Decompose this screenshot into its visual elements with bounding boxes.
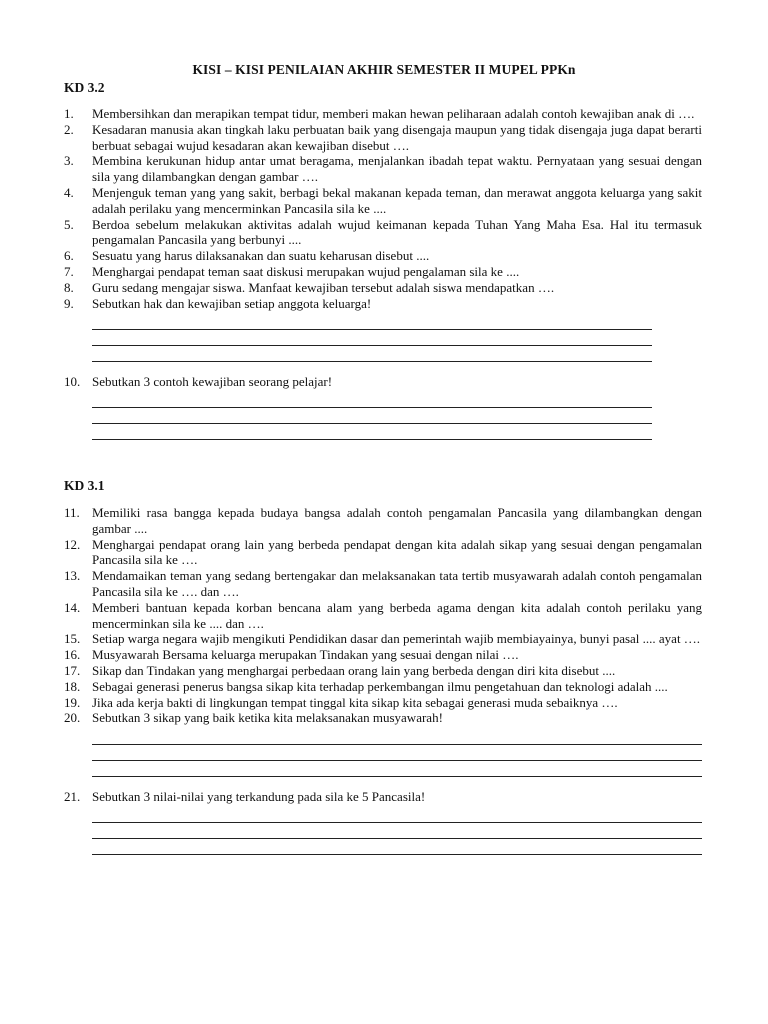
question-item: [64, 663, 702, 679]
answer-line: [92, 745, 702, 761]
question-text: Membina kerukunan hidup antar umat beragama, menjalankan ibadah tepat waktu. Pernyataan yang sesuai dengan sila yang dilambangkan dengan gambar ….: [92, 153, 702, 185]
question-text: Jika ada kerja bakti di lingkungan tempat tinggal kita sikap kita sebagai generasi muda sebaiknya ….: [92, 694, 618, 710]
question-item: [64, 106, 702, 122]
question-number: 19.: [64, 694, 81, 710]
page-title: KISI – KISI PENILAIAN AKHIR SEMESTER II MUPEL PPKn: [192, 62, 576, 77]
question-item: [64, 248, 702, 264]
question-text: Memiliki rasa bangga kepada budaya bangsa adalah contoh pengamalan Pancasila yang dilambangkan dengan gambar ....: [92, 505, 702, 536]
question-number: 1.: [64, 106, 74, 121]
question-item: [64, 537, 702, 569]
question-list-kd-3-1: [64, 505, 702, 855]
answer-line: [92, 823, 702, 839]
answer-lines: [64, 314, 702, 361]
question-item: [64, 710, 702, 726]
question-number: 11.: [64, 505, 80, 520]
question-number: 20.: [64, 710, 81, 726]
question-text: Sebutkan 3 nilai-nilai yang terkandung pada sila ke 5 Pancasila!: [92, 788, 426, 804]
question-number: 3.: [64, 153, 74, 169]
question-number: 7.: [64, 263, 74, 279]
question-number: 4.: [64, 184, 74, 200]
question-number: 12.: [64, 536, 81, 552]
answer-lines: [64, 393, 702, 440]
question-number: 17.: [64, 662, 81, 678]
question-text: Guru sedang mengajar siswa. Manfaat kewajiban tersebut adalah siswa mendapatkan ….: [92, 279, 555, 295]
question-item: [64, 296, 702, 312]
question-text: Musyawarah Bersama keluarga merupakan Tindakan yang sesuai dengan nilai ….: [92, 647, 519, 663]
question-text: Sesuatu yang harus dilaksanakan dan suatu keharusan disebut ....: [92, 248, 430, 264]
question-text: Sebutkan 3 sikap yang baik ketika kita melaksanakan musyawarah!: [92, 710, 443, 726]
question-item: [64, 631, 702, 647]
question-item: [64, 374, 702, 390]
question-item: [64, 153, 702, 185]
question-text: Setiap warga negara wajib mengikuti Pendidikan dasar dan pemerintah wajib membiayainya, bunyi pasal .... ayat ….: [92, 631, 701, 647]
question-item: [64, 568, 702, 600]
answer-lines: [64, 729, 702, 776]
question-item: [64, 217, 702, 249]
question-text: Sebagai generasi penerus bangsa sikap kita terhadap perkembangan ilmu pengetahuan dan teknologi adalah ....: [92, 678, 668, 694]
question-number: 21.: [64, 788, 81, 804]
question-number: 9.: [64, 295, 74, 311]
question-item: [64, 600, 702, 632]
question-text: Memberi bantuan kepada korban bencana alam yang berbeda agama dengan kita adalah contoh perilaku yang mencerminkan sila ke .... dan ….: [92, 599, 702, 631]
question-number: 2.: [64, 121, 74, 137]
question-item: [64, 264, 702, 280]
answer-line: [92, 408, 652, 424]
question-text: Membersihkan dan merapikan tempat tidur, memberi makan hewan peliharaan adalah contoh kewajiban anak di ….: [92, 106, 695, 121]
question-text: Menjenguk teman yang yang sakit, berbagi bekal makanan kepada teman, dan merawat anggota keluarga yang sakit adalah perilaku yang mencerminkan Pancasila sila ke ....: [92, 184, 702, 216]
answer-line: [92, 346, 652, 362]
answer-line: [92, 314, 652, 330]
answer-lines: [64, 807, 702, 854]
question-text: Menghargai pendapat orang lain yang berbeda pendapat dengan kita adalah sikap yang sesuai dengan pengamalan Pancasila sila ke ….: [92, 536, 702, 568]
answer-line: [92, 424, 652, 440]
question-text: Mendamaikan teman yang sedang bertengakar dan melaksanakan tata tertib musyawarah adalah contoh pengamalan Pancasila sila ke …. dan ….: [92, 568, 702, 599]
answer-line: [92, 330, 652, 346]
question-text: Berdoa sebelum melakukan aktivitas adalah wujud keimanan kepada Tuhan Yang Maha Esa. Hal itu termasuk pengamalan Pancasila yang berbunyi ....: [92, 216, 702, 248]
answer-line: [92, 729, 702, 745]
question-text: Sikap dan Tindakan yang menghargai perbedaan orang lain yang berbeda dengan diri kita disebut ....: [92, 662, 616, 678]
question-text: Sebutkan hak dan kewajiban setiap anggota keluarga!: [92, 295, 372, 311]
question-item: [64, 695, 702, 711]
question-number: 16.: [64, 647, 81, 663]
question-number: 14.: [64, 599, 81, 615]
answer-line: [92, 393, 652, 409]
question-number: 5.: [64, 216, 74, 232]
question-number: 6.: [64, 248, 74, 264]
question-text: Sebutkan 3 contoh kewajiban seorang pelajar!: [92, 373, 333, 389]
question-item: [64, 679, 702, 695]
answer-line: [92, 807, 702, 823]
question-text: Kesadaran manusia akan tingkah laku perbuatan baik yang disengaja maupun yang tidak disengaja juga dapat berarti berbuat sebagai wujud kesadaran akan kewajiban disebut ….: [92, 121, 702, 153]
question-item: [64, 122, 702, 154]
section-heading-kd-3-2: KD 3.2: [64, 80, 105, 95]
question-number: 13.: [64, 568, 81, 584]
answer-line: [92, 839, 702, 855]
question-item: [64, 505, 702, 537]
question-number: 15.: [64, 631, 81, 647]
question-number: 8.: [64, 279, 74, 295]
question-item: [64, 789, 702, 805]
question-item: [64, 280, 702, 296]
answer-line: [92, 761, 702, 777]
question-text: Menghargai pendapat teman saat diskusi merupakan wujud pengalaman sila ke ....: [92, 263, 520, 279]
question-item: [64, 647, 702, 663]
question-item: [64, 185, 702, 217]
question-list-kd-3-2: [64, 106, 702, 440]
question-number: 10.: [64, 373, 81, 389]
question-number: 18.: [64, 678, 81, 694]
section-heading-kd-3-1: KD 3.1: [64, 478, 105, 493]
